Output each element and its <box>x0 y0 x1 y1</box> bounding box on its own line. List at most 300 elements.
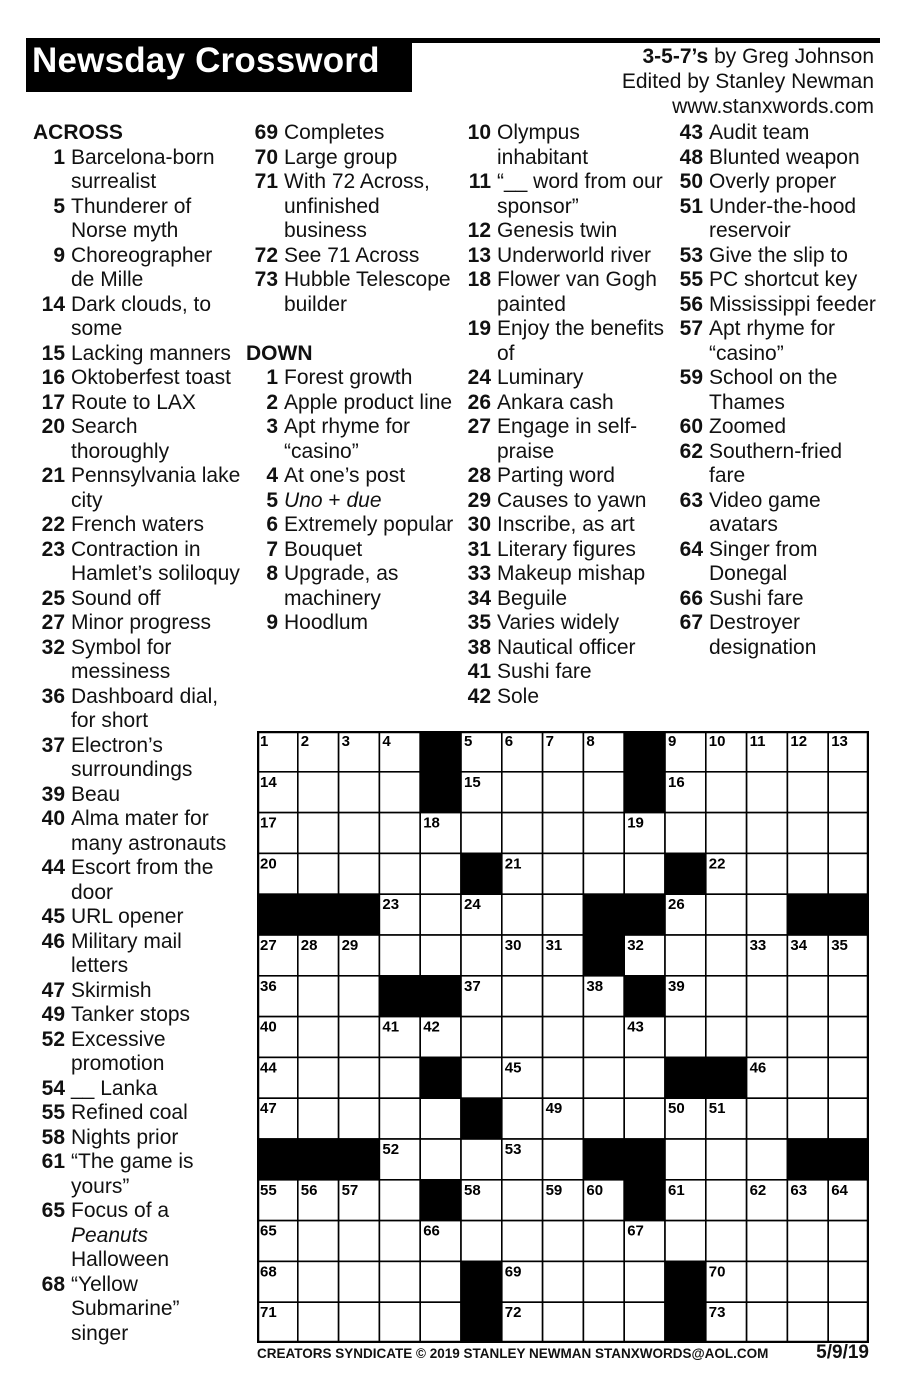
cell-number: 6 <box>504 733 514 750</box>
grid-cell[interactable] <box>420 1302 461 1343</box>
grid-cell[interactable] <box>420 1098 461 1139</box>
grid-cell[interactable] <box>706 976 747 1017</box>
grid-cell[interactable] <box>787 1017 828 1058</box>
grid-cell[interactable] <box>379 1221 420 1262</box>
clue-item[interactable] <box>670 317 880 366</box>
cell-number: 19 <box>627 814 644 832</box>
grid-cell[interactable] <box>298 976 339 1017</box>
clue-item[interactable] <box>33 464 241 513</box>
clue-item[interactable] <box>458 244 666 269</box>
grid-cell[interactable] <box>787 1098 828 1139</box>
clue-text: Barcelona-born surrealist <box>71 145 215 193</box>
grid-cell[interactable] <box>339 1017 380 1058</box>
editor-credit: Edited by Stanley Newman <box>621 70 874 93</box>
clue-item[interactable] <box>33 1199 241 1273</box>
clue-number: 71 <box>254 170 278 193</box>
grid-block <box>339 1139 380 1180</box>
grid-block <box>461 1098 502 1139</box>
grid-cell[interactable] <box>828 813 869 854</box>
grid-cell[interactable] <box>624 1261 665 1302</box>
clue-item[interactable] <box>33 587 241 612</box>
grid-cell[interactable] <box>339 1098 380 1139</box>
grid-cell[interactable] <box>747 1139 788 1180</box>
grid-cell[interactable] <box>379 813 420 854</box>
clue-item[interactable] <box>246 562 456 611</box>
clue-item[interactable] <box>246 538 456 563</box>
clue-number: 7 <box>266 537 278 561</box>
grid-cell[interactable] <box>502 894 543 935</box>
grid-cell[interactable] <box>828 1261 869 1302</box>
clue-number: 24 <box>467 366 491 389</box>
grid-cell[interactable] <box>461 1017 502 1058</box>
grid-cell[interactable] <box>706 1139 747 1180</box>
cell-number: 3 <box>341 733 350 750</box>
grid-cell[interactable] <box>420 1139 461 1180</box>
grid-cell[interactable] <box>747 976 788 1017</box>
clue-item[interactable] <box>670 366 880 415</box>
clue-item[interactable] <box>458 660 666 685</box>
clue-text: Mississippi feeder <box>709 292 876 316</box>
clue-item[interactable] <box>458 121 666 170</box>
website-link[interactable]: www.stanxwords.com <box>672 95 874 118</box>
grid-cell[interactable] <box>420 853 461 894</box>
cell-number: 18 <box>423 814 440 832</box>
grid-cell[interactable] <box>298 772 339 813</box>
grid-cell[interactable] <box>747 813 788 854</box>
clue-item[interactable] <box>33 783 241 808</box>
clue-item[interactable] <box>33 930 241 979</box>
clue-item[interactable] <box>670 440 880 489</box>
grid-cell[interactable] <box>787 1221 828 1262</box>
clue-item[interactable] <box>670 611 880 660</box>
cell-number: 58 <box>464 1181 481 1199</box>
grid-cell[interactable] <box>379 1098 420 1139</box>
cell-number: 44 <box>260 1059 277 1077</box>
grid-cell[interactable] <box>298 1098 339 1139</box>
clue-text: Skirmish <box>71 978 152 1002</box>
clue-text: Oktoberfest toast <box>71 366 231 389</box>
grid-cell[interactable] <box>706 894 747 935</box>
clue-text: Hubble Telescope builder <box>284 268 451 316</box>
grid-cell[interactable] <box>747 1017 788 1058</box>
grid-cell[interactable] <box>624 1057 665 1098</box>
clue-item[interactable] <box>33 195 241 244</box>
grid-cell[interactable] <box>379 772 420 813</box>
grid-block <box>461 1261 502 1302</box>
grid-cell[interactable] <box>706 1221 747 1262</box>
grid-cell[interactable] <box>747 894 788 935</box>
clue-item[interactable] <box>670 268 880 293</box>
clue-item[interactable] <box>246 611 456 636</box>
clue-item[interactable] <box>246 366 456 391</box>
clue-item[interactable] <box>458 268 666 317</box>
clue-item[interactable] <box>33 1077 241 1102</box>
grid-cell[interactable] <box>298 853 339 894</box>
grid-cell[interactable] <box>420 894 461 935</box>
grid-cell[interactable] <box>379 1180 420 1221</box>
grid-cell[interactable] <box>787 813 828 854</box>
clue-text: Parting word <box>497 464 615 487</box>
clue-number: 63 <box>679 488 703 512</box>
grid-block <box>420 976 461 1017</box>
clue-item[interactable] <box>458 611 666 636</box>
cell-number: 55 <box>260 1181 277 1199</box>
clue-text: Varies widely <box>497 611 620 634</box>
clue-item[interactable] <box>33 342 241 367</box>
grid-block <box>298 1139 339 1180</box>
clue-text: Beau <box>71 782 121 806</box>
clue-item[interactable] <box>246 464 456 489</box>
clue-item[interactable] <box>670 244 880 269</box>
clue-text: Apt rhyme for “casino” <box>709 317 836 365</box>
clue-item[interactable] <box>33 415 241 464</box>
grid-cell[interactable] <box>379 1057 420 1098</box>
grid-cell[interactable] <box>828 1017 869 1058</box>
clue-item[interactable] <box>33 734 241 783</box>
cell-number: 14 <box>260 773 277 791</box>
clue-item[interactable] <box>33 366 241 391</box>
clue-text: Sushi fare <box>709 586 804 610</box>
clue-item[interactable] <box>33 611 241 636</box>
clue-item[interactable] <box>246 268 456 317</box>
clue-number: 4 <box>266 464 278 487</box>
cell-number: 67 <box>627 1222 644 1240</box>
clue-item[interactable] <box>458 538 666 563</box>
clue-number: 72 <box>254 243 278 267</box>
clue-item[interactable] <box>33 685 241 734</box>
clue-item[interactable] <box>670 587 880 612</box>
grid-cell[interactable] <box>543 853 584 894</box>
grid-block <box>706 1057 747 1098</box>
grid-block <box>461 1302 502 1343</box>
clue-number: 58 <box>41 1125 65 1149</box>
cell-number: 68 <box>260 1263 277 1281</box>
cell-number: 41 <box>382 1018 400 1036</box>
grid-cell[interactable] <box>379 1302 420 1343</box>
grid-cell[interactable] <box>583 1057 624 1098</box>
grid-cell[interactable] <box>583 853 624 894</box>
cell-number: 17 <box>260 814 277 832</box>
clue-item[interactable] <box>458 317 666 366</box>
grid-cell[interactable] <box>583 1017 624 1058</box>
grid-cell[interactable] <box>420 1261 461 1302</box>
grid-cell[interactable] <box>665 935 706 976</box>
grid-cell[interactable] <box>298 1017 339 1058</box>
grid-cell[interactable] <box>543 1139 584 1180</box>
clue-text: Makeup mishap <box>497 562 646 585</box>
clue-item[interactable] <box>33 293 241 342</box>
cell-number: 9 <box>668 733 677 750</box>
clue-text: Video game avatars <box>709 488 821 536</box>
clue-text: Southern-fried fare <box>709 439 843 487</box>
cell-number: 29 <box>341 937 359 954</box>
cell-number: 53 <box>504 1141 522 1158</box>
cell-number: 47 <box>260 1100 277 1118</box>
grid-cell[interactable] <box>502 1098 543 1139</box>
grid-cell[interactable] <box>828 1221 869 1262</box>
grid-cell[interactable] <box>747 1302 788 1343</box>
clue-number: 27 <box>41 611 65 634</box>
grid-cell[interactable] <box>706 813 747 854</box>
grid-cell[interactable] <box>583 1302 624 1343</box>
grid-cell[interactable] <box>339 772 380 813</box>
clue-item[interactable] <box>33 636 241 685</box>
clue-text: With 72 Across, unfinished business <box>284 170 430 242</box>
grid-cell[interactable] <box>787 772 828 813</box>
clue-item[interactable] <box>33 1101 241 1126</box>
clue-text: Causes to yawn <box>497 488 647 512</box>
grid-cell[interactable] <box>828 853 869 894</box>
clue-item[interactable] <box>670 489 880 538</box>
clue-item[interactable] <box>458 562 666 587</box>
clue-item[interactable] <box>33 1028 241 1077</box>
clue-number: 40 <box>41 807 65 830</box>
byline <box>622 44 874 119</box>
grid-cell[interactable] <box>624 853 665 894</box>
grid-cell[interactable] <box>828 1302 869 1343</box>
grid-block <box>787 894 828 935</box>
grid-cell[interactable] <box>583 1221 624 1262</box>
grid-cell[interactable] <box>461 813 502 854</box>
grid-cell[interactable] <box>543 1017 584 1058</box>
grid-cell[interactable] <box>583 1261 624 1302</box>
clue-text: Escort from the door <box>71 856 214 904</box>
grid-cell[interactable] <box>339 1302 380 1343</box>
grid-cell[interactable] <box>461 1139 502 1180</box>
grid-cell[interactable] <box>543 1302 584 1343</box>
cell-number: 38 <box>586 977 604 995</box>
clue-number: 1 <box>266 366 278 389</box>
grid-block <box>379 976 420 1017</box>
grid-cell[interactable] <box>706 1017 747 1058</box>
grid-cell[interactable] <box>339 1261 380 1302</box>
footer <box>257 1342 869 1363</box>
grid-cell[interactable] <box>583 1098 624 1139</box>
grid-cell[interactable] <box>828 976 869 1017</box>
grid-cell[interactable] <box>706 772 747 813</box>
clue-number: 26 <box>467 390 491 414</box>
grid-cell[interactable] <box>502 976 543 1017</box>
grid-block <box>583 1139 624 1180</box>
grid-cell[interactable] <box>583 813 624 854</box>
author: by Greg Johnson <box>708 45 874 68</box>
clue-item[interactable] <box>33 538 241 587</box>
grid-cell[interactable] <box>502 813 543 854</box>
cell-number: 4 <box>382 733 391 750</box>
clue-number: 34 <box>467 586 491 610</box>
clue-item[interactable] <box>458 366 666 391</box>
clue-item[interactable] <box>458 464 666 489</box>
grid-cell[interactable] <box>665 1017 706 1058</box>
clue-item[interactable] <box>246 489 456 514</box>
grid-cell[interactable] <box>298 1302 339 1343</box>
grid-cell[interactable] <box>420 935 461 976</box>
clue-item[interactable] <box>670 146 880 171</box>
cell-number: 61 <box>668 1181 685 1199</box>
clue-item[interactable] <box>33 146 241 195</box>
grid-cell[interactable] <box>502 772 543 813</box>
clue-text: Literary figures <box>497 537 636 561</box>
clue-item[interactable] <box>458 685 666 710</box>
header-rule <box>412 38 880 43</box>
cell-number: 36 <box>260 977 277 995</box>
grid-block <box>583 935 624 976</box>
grid-cell[interactable] <box>787 1261 828 1302</box>
crossword-grid[interactable] <box>257 731 869 1343</box>
clue-number: 38 <box>467 635 491 659</box>
clue-item[interactable] <box>33 979 241 1004</box>
clue-item[interactable] <box>458 170 666 219</box>
clue-item[interactable] <box>33 1273 241 1347</box>
grid-cell[interactable] <box>828 1098 869 1139</box>
grid-cell[interactable] <box>624 1098 665 1139</box>
grid-cell[interactable] <box>339 1221 380 1262</box>
cell-number: 31 <box>545 937 563 954</box>
clue-item[interactable] <box>33 244 241 293</box>
grid-cell[interactable] <box>543 772 584 813</box>
clue-column-2 <box>246 121 456 636</box>
clue-text: Thunderer of Norse myth <box>71 194 192 242</box>
puzzle-title: 3-5-7’s <box>642 45 709 68</box>
grid-cell[interactable] <box>624 1302 665 1343</box>
grid-block <box>420 731 461 772</box>
clue-number: 47 <box>41 978 65 1002</box>
grid-cell[interactable] <box>706 935 747 976</box>
clue-item[interactable] <box>458 391 666 416</box>
clue-number: 42 <box>467 684 491 708</box>
grid-cell[interactable] <box>747 1261 788 1302</box>
clue-item[interactable] <box>33 856 241 905</box>
grid-cell[interactable] <box>706 1180 747 1221</box>
clue-text: Overly proper <box>709 170 837 193</box>
clue-item[interactable] <box>33 391 241 416</box>
clue-item[interactable] <box>246 513 456 538</box>
grid-cell[interactable] <box>543 976 584 1017</box>
grid-cell[interactable] <box>339 976 380 1017</box>
clue-text: School on the Thames <box>709 366 838 414</box>
clue-text: Inscribe, as art <box>497 513 635 536</box>
cell-number: 59 <box>545 1181 563 1199</box>
cell-number: 32 <box>627 937 644 954</box>
grid-cell[interactable] <box>747 1098 788 1139</box>
clue-item[interactable] <box>670 293 880 318</box>
clue-item[interactable] <box>670 121 880 146</box>
grid-cell[interactable] <box>747 1221 788 1262</box>
clue-column-3 <box>458 121 666 709</box>
clue-item[interactable] <box>33 1150 241 1199</box>
clue-text: Dark clouds, to some <box>71 292 212 340</box>
clue-item[interactable] <box>458 219 666 244</box>
clue-number: 5 <box>53 194 65 218</box>
grid-cell[interactable] <box>502 1017 543 1058</box>
clue-item[interactable] <box>670 195 880 244</box>
clue-number: 1 <box>53 145 65 169</box>
cell-number: 33 <box>749 937 767 954</box>
clue-item[interactable] <box>458 587 666 612</box>
clue-item[interactable] <box>246 391 456 416</box>
grid-cell[interactable] <box>379 935 420 976</box>
clue-number: 15 <box>41 341 65 365</box>
grid-cell[interactable] <box>747 772 788 813</box>
clue-item[interactable] <box>246 121 456 146</box>
grid-cell[interactable] <box>665 813 706 854</box>
grid-block <box>624 772 665 813</box>
grid-cell[interactable] <box>461 1057 502 1098</box>
grid-cell[interactable] <box>787 1057 828 1098</box>
grid-cell[interactable] <box>828 1057 869 1098</box>
clue-item[interactable] <box>458 513 666 538</box>
grid-cell[interactable] <box>461 1221 502 1262</box>
clue-number: 36 <box>41 684 65 708</box>
grid-cell[interactable] <box>747 853 788 894</box>
clue-item[interactable] <box>33 905 241 930</box>
grid-cell[interactable] <box>787 1302 828 1343</box>
grid-cell[interactable] <box>502 1221 543 1262</box>
grid-cell[interactable] <box>298 1261 339 1302</box>
clue-text: Refined coal <box>71 1101 188 1124</box>
clue-item[interactable] <box>33 807 241 856</box>
grid-cell[interactable] <box>379 853 420 894</box>
grid-cell[interactable] <box>298 1057 339 1098</box>
grid-cell[interactable] <box>828 772 869 813</box>
grid-cell[interactable] <box>787 853 828 894</box>
grid-cell[interactable] <box>461 935 502 976</box>
grid-cell[interactable] <box>298 1221 339 1262</box>
grid-cell[interactable] <box>543 1221 584 1262</box>
clue-item[interactable] <box>246 415 456 464</box>
clue-item[interactable] <box>246 170 456 244</box>
grid-cell[interactable] <box>339 853 380 894</box>
grid-cell[interactable] <box>543 813 584 854</box>
clue-text: “Yellow Submarine” singer <box>71 1272 180 1345</box>
clue-item[interactable] <box>458 415 666 464</box>
grid-cell[interactable] <box>298 813 339 854</box>
clue-text: At one’s post <box>284 464 406 487</box>
clue-item[interactable] <box>33 513 241 538</box>
grid-cell[interactable] <box>502 1180 543 1221</box>
clue-item[interactable] <box>670 170 880 195</box>
grid-cell[interactable] <box>787 976 828 1017</box>
grid-cell[interactable] <box>339 813 380 854</box>
cell-number: 69 <box>504 1263 522 1281</box>
clue-item[interactable] <box>246 146 456 171</box>
clue-item[interactable] <box>458 489 666 514</box>
clue-number: 39 <box>41 782 65 806</box>
clue-item[interactable] <box>458 636 666 661</box>
grid-cell[interactable] <box>583 772 624 813</box>
clue-number: 11 <box>468 170 491 193</box>
clue-number: 31 <box>467 537 491 561</box>
grid-cell[interactable] <box>665 1139 706 1180</box>
grid-cell[interactable] <box>543 1261 584 1302</box>
clue-item[interactable] <box>33 1003 241 1028</box>
clue-item[interactable] <box>246 244 456 269</box>
grid-cell[interactable] <box>379 1261 420 1302</box>
clue-item[interactable] <box>670 415 880 440</box>
grid-cell[interactable] <box>543 1057 584 1098</box>
clue-number: 64 <box>679 537 703 561</box>
clue-number: 14 <box>41 292 65 316</box>
grid-cell[interactable] <box>543 894 584 935</box>
clue-number: 48 <box>679 145 703 169</box>
grid-cell[interactable] <box>339 1057 380 1098</box>
clue-item[interactable] <box>33 1126 241 1151</box>
clue-item[interactable] <box>670 538 880 587</box>
grid-block <box>298 894 339 935</box>
clue-number: 59 <box>679 366 703 389</box>
grid-block <box>665 853 706 894</box>
grid-cell[interactable] <box>665 1221 706 1262</box>
